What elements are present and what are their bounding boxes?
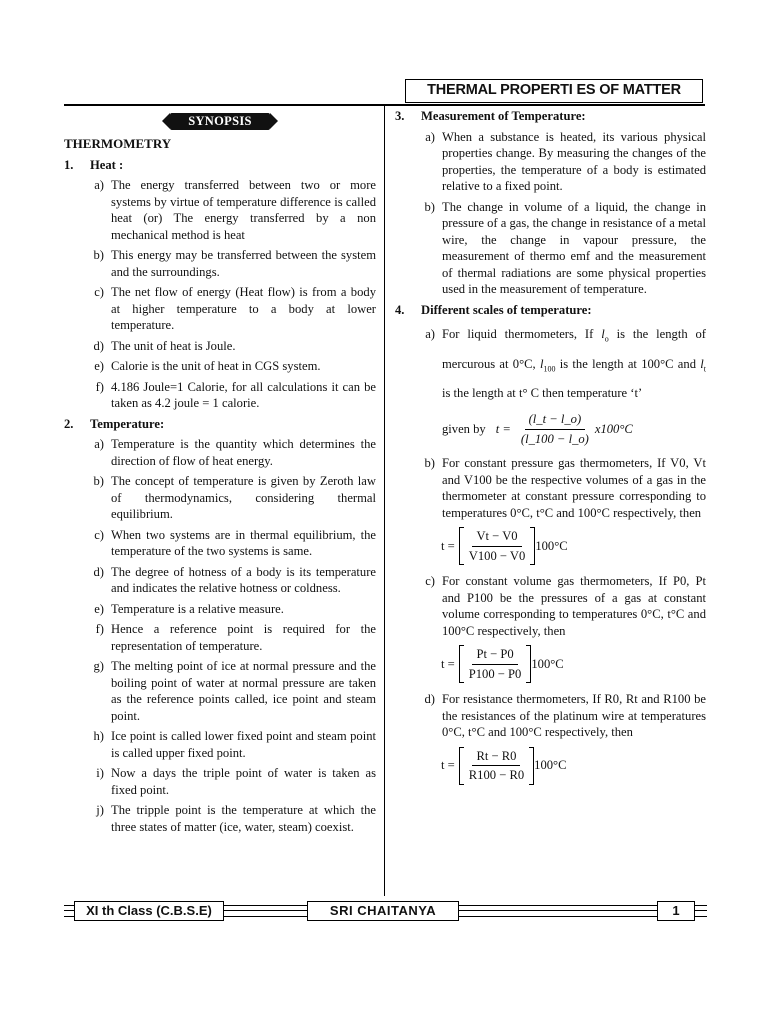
item-label: b) — [93, 248, 104, 262]
text-fragment: is the length of mercurous at 0°C, — [442, 327, 706, 371]
given-by: given by — [442, 421, 486, 436]
list-item — [64, 358, 376, 375]
item-label: b) — [93, 474, 104, 488]
heading-text: Temperature: — [90, 416, 165, 431]
item-text: For resistance thermometers, If R0, Rt and R100 be the resistances of the platinum wire at temperatures 0°C, t°C and 100°C respectively, then — [442, 692, 706, 740]
item-label: a) — [94, 437, 104, 451]
list-item — [64, 338, 376, 355]
item-label: e) — [94, 359, 104, 373]
scales-list — [395, 322, 706, 405]
temperature-list — [64, 436, 376, 835]
fraction — [465, 748, 528, 784]
var-sub: o — [604, 334, 609, 344]
heading-text: Measurement of Temperature: — [421, 109, 586, 123]
measurement-list — [395, 129, 706, 298]
text-fragment: is the length at t° C then temperature ‘t’ — [442, 386, 643, 401]
scales-list-c — [395, 573, 706, 639]
item-text: Ice point is called lower fixed point and steam point is called upper fixed point. — [111, 729, 376, 760]
item-text: This energy may be transferred between the system and the surroundings. — [111, 248, 376, 279]
item-text: The net flow of energy (Heat flow) is from a body at higher temperature to a body at lower temperature. — [111, 285, 376, 332]
heading-scales — [395, 302, 706, 319]
bracket — [459, 645, 532, 683]
var-l: l — [539, 356, 544, 371]
list-item — [64, 564, 376, 597]
list-item-resistance — [395, 691, 706, 741]
formula-tail: 100°C — [535, 538, 568, 553]
formula-resistance — [441, 747, 706, 785]
column-divider — [384, 104, 385, 896]
item-label: f) — [95, 379, 104, 394]
item-label: a) — [425, 129, 435, 144]
list-item — [64, 247, 376, 280]
item-text: The change in volume of a liquid, the change in pressure of a gas, the change in resistance of a metal wire, the change in vapour pressure, the measurement of thermo emf and the measurement of thermal radiations are some physical properties used in the measurement of temperature. — [442, 199, 707, 296]
bracket — [459, 527, 536, 565]
item-text: 4.186 Joule=1 Calorie, for all calculations it can be taken as 4.2 joule = 1 calorie. — [111, 379, 376, 410]
heading-number: 2. — [64, 416, 74, 431]
var-l: l — [700, 356, 704, 371]
list-item — [64, 284, 376, 334]
item-label: d) — [424, 692, 435, 707]
item-label: c) — [94, 285, 104, 299]
var-sub: t — [703, 364, 707, 374]
item-text: For constant pressure gas thermometers, If V0, Vt and V100 be the respective volumes of a gas in the thermometer at constant pressure corresponding to temperatures 0°C, t°C and 100°C respectively, then — [442, 456, 706, 520]
page-number: 1 — [657, 901, 695, 921]
heading-heat — [64, 157, 376, 174]
item-label: c) — [94, 527, 104, 542]
list-item — [64, 177, 376, 243]
formula-volume — [441, 645, 706, 683]
fraction — [465, 646, 526, 682]
item-label: f) — [95, 622, 104, 636]
item-text: Calorie is the unit of heat in CGS system. — [111, 359, 321, 373]
list-item — [64, 802, 376, 835]
denominator: R100 − R0 — [468, 768, 525, 783]
heading-text: Different scales of temperature: — [421, 302, 592, 317]
item-text: Temperature is the quantity which determines the direction of flow of heat energy. — [111, 437, 376, 468]
item-label: g) — [93, 659, 104, 673]
item-label: h) — [93, 729, 104, 743]
formula-liquid — [442, 411, 706, 447]
list-item — [64, 473, 376, 523]
var-sub: 100 — [543, 364, 556, 374]
scales-list-d — [395, 691, 706, 741]
numerator: Vt − V0 — [472, 528, 521, 547]
chapter-title: THERMAL PROPERTI ES OF MATTER — [405, 79, 703, 103]
item-text: When a substance is heated, its various physical properties change. By measuring the changes of the properties, the temperature of a body is estimated relative to a fixed point. — [442, 129, 706, 193]
heading-number: 4. — [395, 302, 405, 317]
item-text: The melting point of ice at normal pressure and the boiling point of water at normal pressure are taken as the reference points called, ice point and steam point. — [111, 659, 376, 723]
synopsis-badge: SYNOPSIS — [170, 113, 270, 130]
heading-measurement — [395, 108, 706, 125]
item-text: For constant volume gas thermometers, If P0, Pt and P100 be the pressures of a gas at constant volume corresponding to temperatures 0°C, t°C and 100°C respectively, then — [442, 574, 706, 638]
formula-lhs: t = — [441, 656, 455, 671]
text-fragment: For liquid thermometers, If — [442, 327, 602, 341]
left-column — [64, 108, 376, 839]
item-label: i) — [96, 766, 104, 780]
list-item-pressure — [395, 455, 706, 521]
item-label: b) — [424, 199, 435, 214]
item-label: d) — [93, 564, 104, 579]
item-label: b) — [424, 456, 435, 471]
formula-lhs: t = — [495, 421, 511, 436]
item-text — [442, 322, 706, 405]
numerator: (l_t − l_o) — [525, 411, 586, 430]
list-item — [64, 436, 376, 469]
list-item — [395, 129, 706, 195]
denominator: (l_100 − l_o) — [520, 431, 589, 446]
heading-text: Heat : — [90, 157, 124, 172]
item-text: Hence a reference point is required for the representation of temperature. — [111, 622, 376, 653]
item-text: The concept of temperature is given by Zeroth law of thermodynamics, considering thermal equilibrium. — [111, 474, 376, 521]
denominator: V100 − V0 — [468, 548, 526, 563]
item-text: The unit of heat is Joule. — [111, 338, 236, 353]
item-label: a) — [425, 327, 435, 341]
section-title: THERMOMETRY — [64, 136, 172, 151]
right-column — [395, 108, 706, 793]
formula-tail: 100°C — [531, 656, 564, 671]
item-text: The degree of hotness of a body is its temperature and indicates the relative hotness or coldness. — [111, 564, 376, 595]
fraction — [517, 411, 593, 447]
item-text: When two systems are in thermal equilibrium, the temperature of the two systems is same. — [111, 527, 376, 558]
list-item — [64, 601, 376, 618]
item-label: e) — [94, 601, 104, 616]
list-item — [64, 658, 376, 724]
formula-lhs: t = — [441, 538, 455, 553]
heading-number: 1. — [64, 157, 74, 172]
item-text: The tripple point is the temperature at which the three states of matter (ice, water, steam) coexist. — [111, 803, 376, 834]
item-text: Now a days the triple point of water is taken as fixed point. — [111, 766, 376, 797]
class-label: XI th Class (C.B.S.E) — [74, 901, 224, 921]
list-item — [395, 199, 706, 298]
item-label: a) — [94, 178, 104, 192]
heat-list — [64, 177, 376, 412]
list-item — [64, 379, 376, 412]
list-item — [64, 728, 376, 761]
page-footer — [64, 901, 707, 921]
list-item — [64, 621, 376, 654]
item-text: The energy transferred between two or more systems by virtue of temperature difference is called heat (or) The energy transferred by a non mechanical method is heat — [111, 178, 376, 242]
bracket — [459, 747, 534, 785]
item-label: j) — [96, 803, 104, 817]
item-text: Temperature is a relative measure. — [111, 601, 284, 616]
item-label: d) — [93, 338, 104, 353]
heading-temperature — [64, 416, 376, 433]
list-item-liquid — [395, 322, 706, 405]
text-fragment: is the length at 100°C and — [555, 356, 701, 371]
list-item-volume — [395, 573, 706, 639]
formula-lhs: t = — [441, 758, 455, 773]
formula-tail: 100°C — [534, 758, 567, 773]
denominator: P100 − P0 — [468, 666, 522, 681]
list-item — [64, 527, 376, 560]
scales-list-b — [395, 455, 706, 521]
item-label: c) — [425, 574, 435, 589]
heading-number: 3. — [395, 109, 405, 123]
formula-tail: x100°C — [594, 421, 633, 436]
list-item — [64, 765, 376, 798]
fraction — [465, 528, 530, 564]
numerator: Pt − P0 — [472, 646, 517, 665]
numerator: Rt − R0 — [472, 748, 520, 767]
var-l: l — [601, 327, 605, 341]
brand-label: SRI CHAITANYA — [307, 901, 459, 921]
formula-pressure — [441, 527, 706, 565]
